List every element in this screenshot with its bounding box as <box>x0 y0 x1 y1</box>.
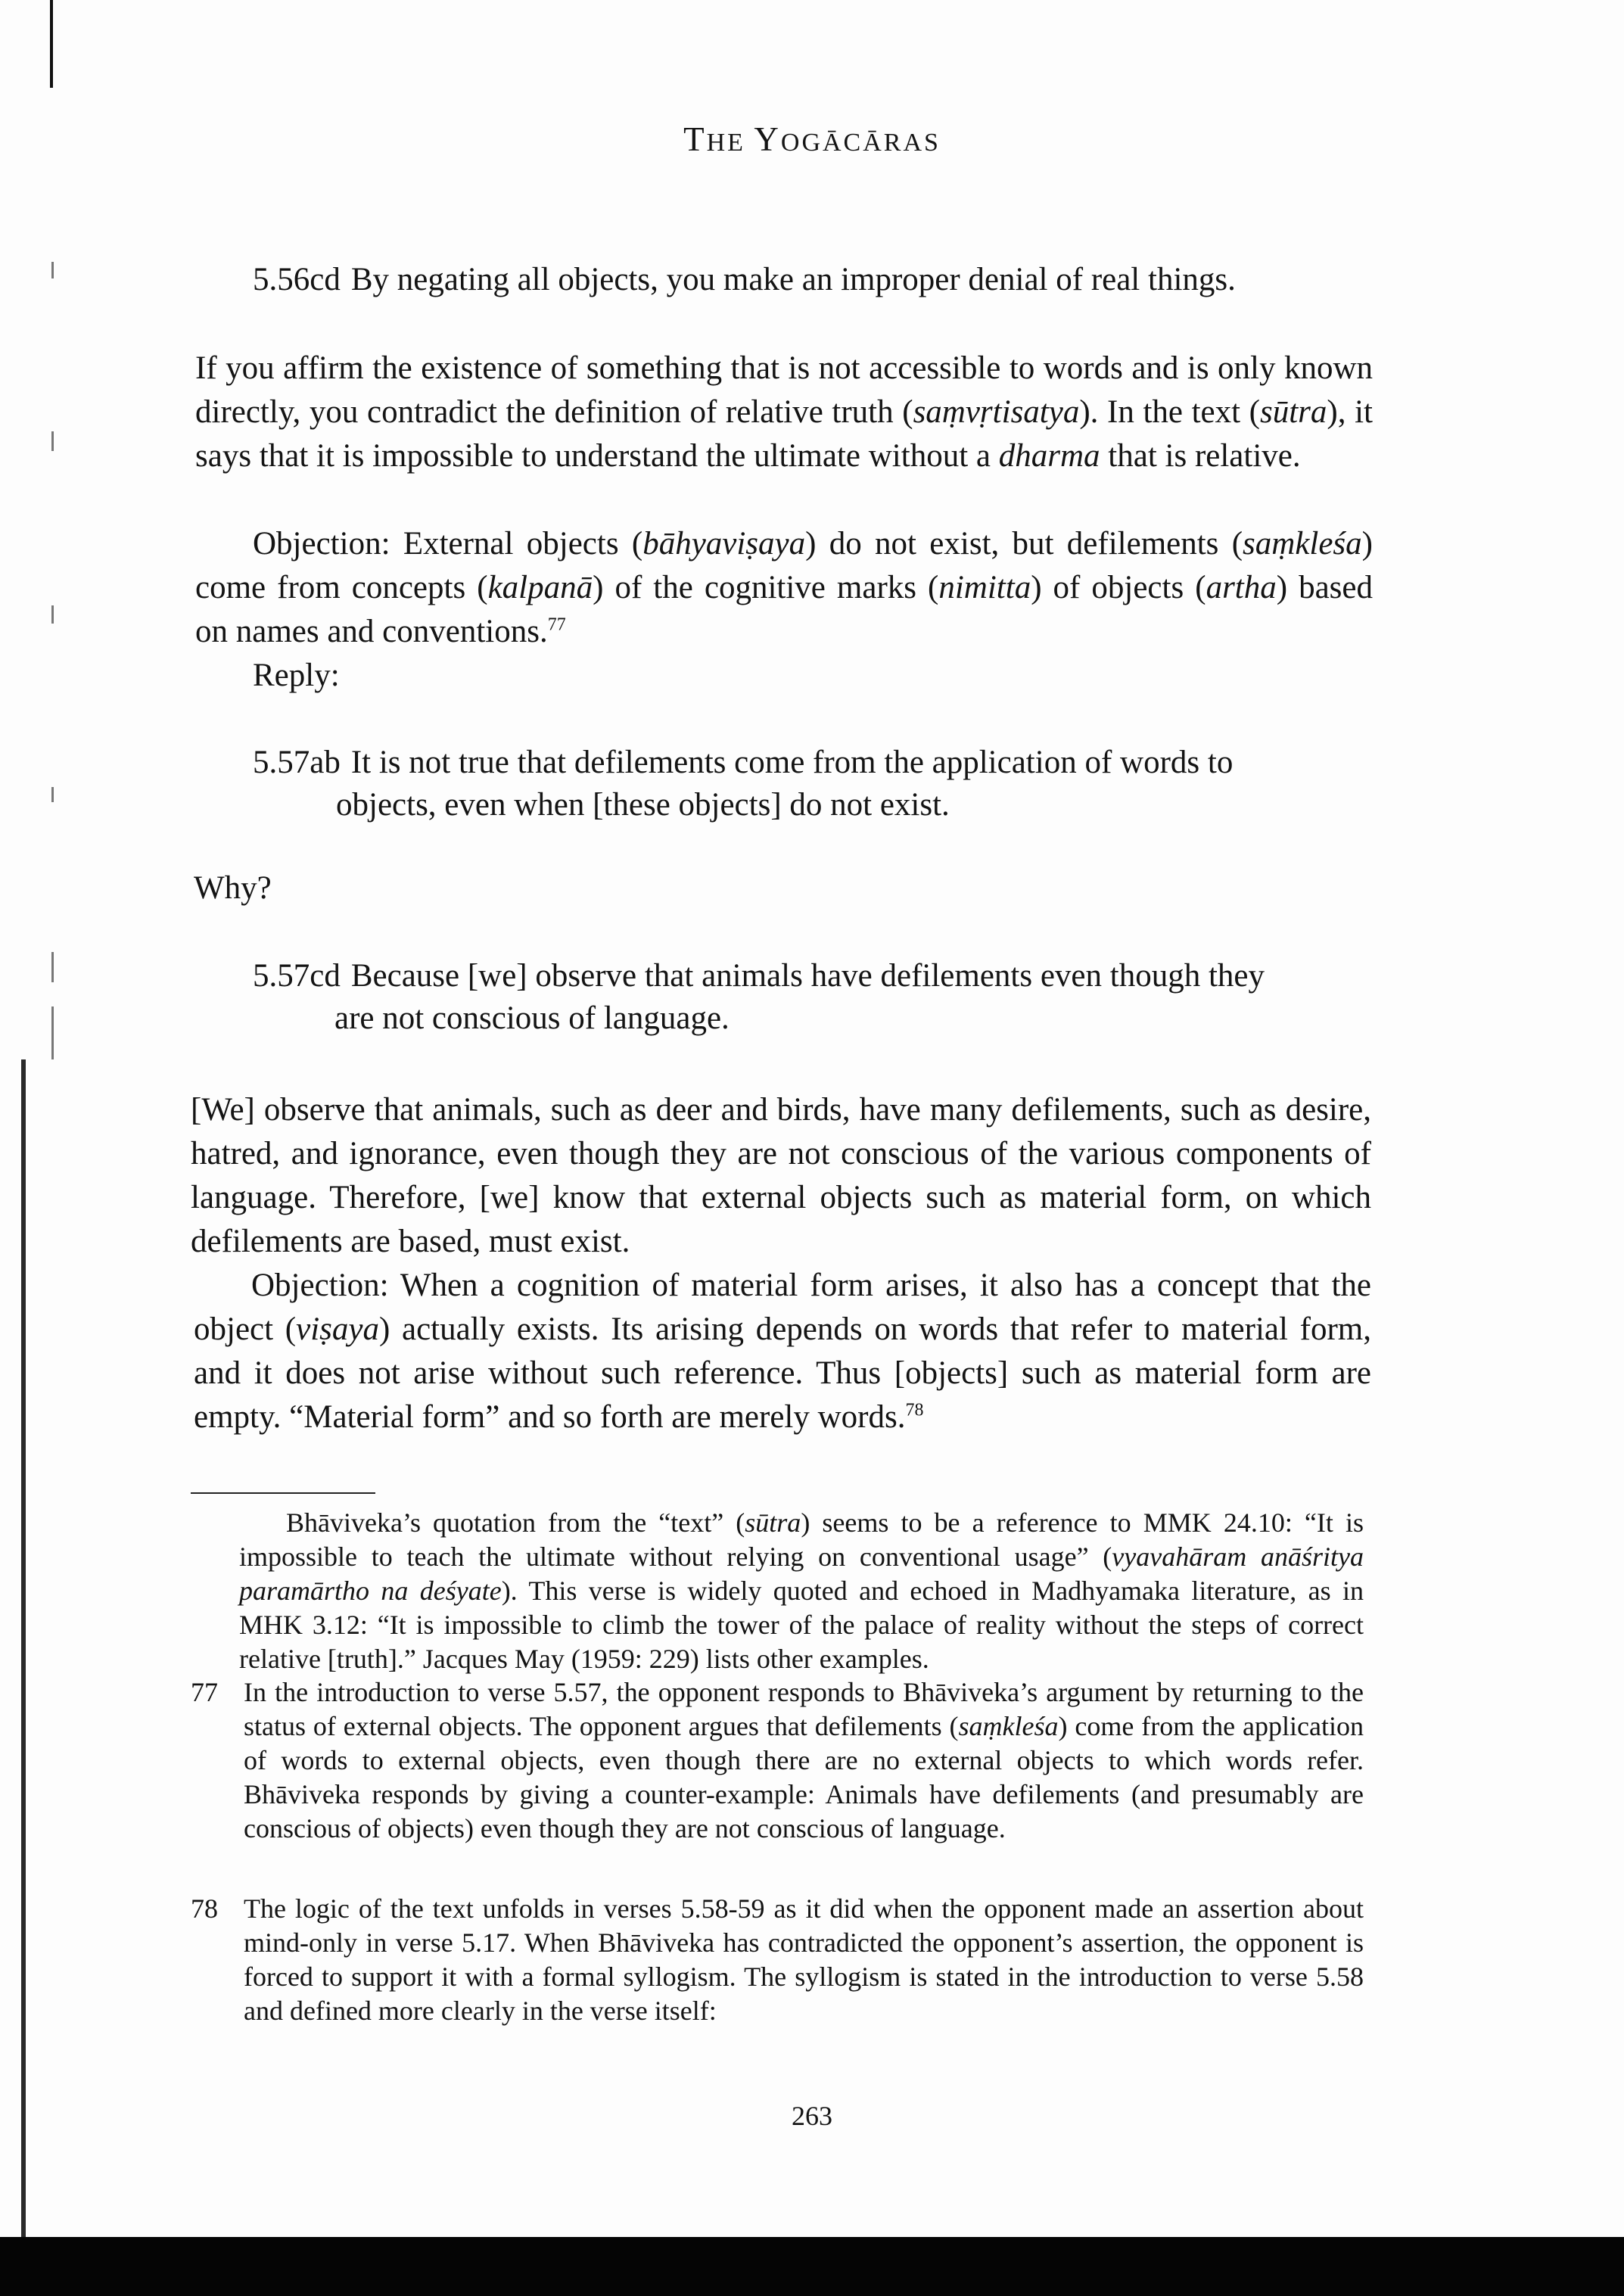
footnote-rule <box>191 1492 375 1494</box>
paragraph-objection-1: Objection: External objects (bāhyaviṣaya) do not exist, but defilements (saṃkleśa) come from concepts (kalpanā) of the cognitive marks (nimitta) of objects (artha) based on names and conventions.$^{77}$ <box>195 526 1374 649</box>
why-label: Why? <box>194 870 272 906</box>
verse-5-57cd: 5.57cd Because [we] observe that animals have defilements even though they are not conscious of language. <box>253 958 1265 1036</box>
scan-tick <box>51 262 54 278</box>
paragraph-relative-truth: If you affirm the existence of something that is not accessible to words and is only known directly, you contradict the definition of relative truth (saṃvṛtisatya). In the text (sūtra), it says that it is impossible to understand the ultimate without a dharma that is relative. <box>195 350 1373 474</box>
paragraph-objection-2: Objection: When a cognition of material form arises, it also has a concept that the object (viṣaya) actually exists. Its arising depends on words that refer to material form, and it does not arise without such reference. Thus [objects] such as material form are empty. “Material form” and so forth are merely words.$^{78}$ <box>194 1268 1371 1435</box>
scan-left-edge <box>21 1059 26 2240</box>
verse-5-57ab: 5.57ab It is not true that defilements come from the application of words to objects, even when [these objects] do not exist. <box>253 745 1234 823</box>
footnote-77: In the introduction to verse 5.57, the opponent responds to Bhāviveka’s argument by returning to the status of external objects. The opponent argues that defilements (saṃkleśa) come from the application of words to external objects, even though there are no external objects to which words refer. Bhāviveka responds by giving a counter-example: Animals have defilements (and presumably are conscious of objects) even though they are not conscious of language. <box>244 1677 1364 1843</box>
reply-label: Reply: <box>253 658 340 693</box>
running-header: THE YOGĀCĀRAS <box>683 120 941 158</box>
page-number: 263 <box>792 2101 832 2131</box>
scan-edge-mark <box>50 0 53 88</box>
scan-tick <box>51 605 54 624</box>
verse-number: 5.56cd <box>253 262 341 297</box>
verse-text: By negating all objects, you make an improper denial of real things. <box>350 262 1236 297</box>
footnote-78: The logic of the text unfolds in verses 5.58-59 as it did when the opponent made an assertion about mind-only in verse 5.17. When Bhāviveka has contradicted the opponent’s assertion, the opponent is forced to support it with a formal syllogism. The syllogism is stated in the introduction to verse 5.58 and defined more clearly in the verse itself: <box>244 1893 1364 2026</box>
footnote-number-77: 77 <box>191 1677 218 1707</box>
footnote-number-78: 78 <box>191 1893 218 1924</box>
paragraph-animals: [We] observe that animals, such as deer and birds, have many defilements, such as desire, hatred, and ignorance, even though they are not conscious of the various components of language. Therefore, [we] know that external objects such as material form, on which defilements are based, must exist. <box>191 1092 1371 1259</box>
scan-bottom-edge <box>0 2237 1624 2296</box>
scan-tick <box>51 787 54 802</box>
scan-tick <box>51 952 54 982</box>
footnote-ref-78: 78 <box>905 1400 924 1420</box>
footnote-continued: Bhāviveka’s quotation from the “text” (sūtra) seems to be a reference to MMK 24.10: “It is impossible to teach the ultimate without relying on conventional usage” (vyavahāram anāśritya paramārtho na deśyate). This verse is widely quoted and echoed in Madhyamaka literature, as in MHK 3.12: “It is impossible to climb the tower of the palace of reality without the steps of correct relative [truth].” Jacques May (1959: 229) lists other examples. <box>239 1507 1364 1674</box>
scan-tick <box>51 1006 54 1059</box>
verse-number: 5.57ab <box>253 745 341 780</box>
verse-number: 5.57cd <box>253 958 341 994</box>
verse-5-56cd <box>253 259 1403 301</box>
scan-tick <box>51 431 54 451</box>
footnote-ref-77: 77 <box>547 614 566 635</box>
